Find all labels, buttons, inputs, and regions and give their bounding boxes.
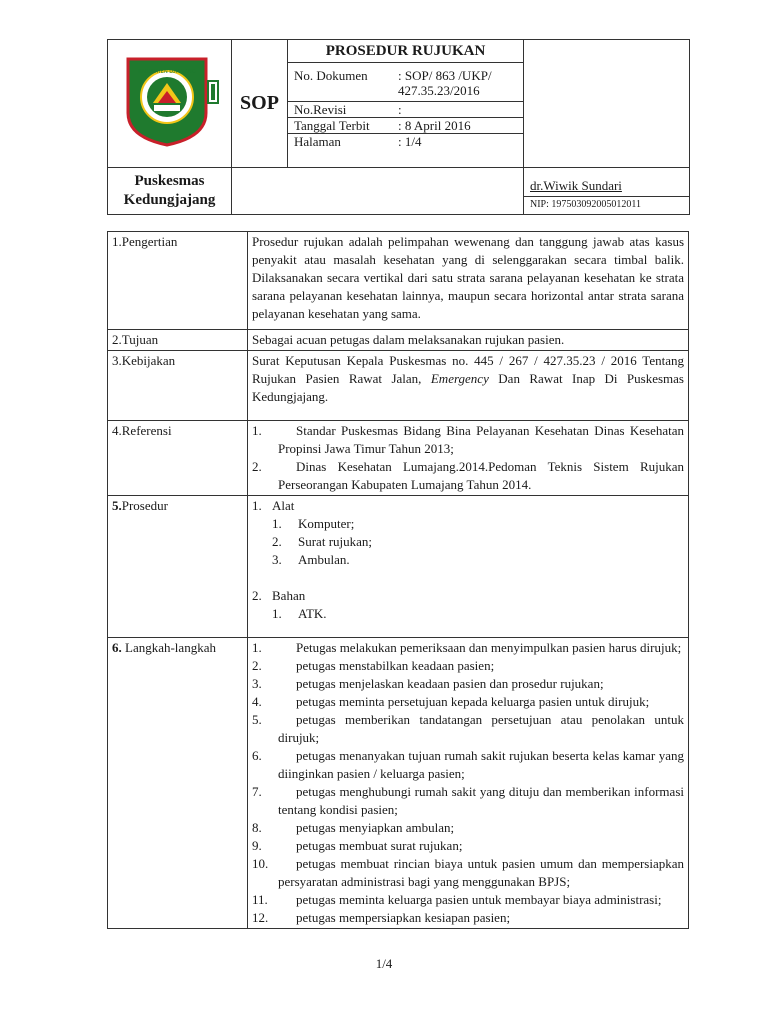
blank-cell [232, 168, 524, 215]
signer-name: dr.Wiwik Sundari [530, 178, 622, 193]
langkah-list [252, 639, 684, 927]
step-item [252, 855, 684, 891]
step-item [252, 783, 684, 819]
item-text: Ambulan. [298, 552, 350, 567]
item-number: 1. [272, 606, 282, 621]
item-text: Komputer; [298, 516, 355, 531]
step-number: 1. [252, 640, 262, 655]
field-key: No.Revisi [294, 102, 347, 117]
step-number: 3. [252, 676, 262, 691]
list-item [272, 515, 684, 533]
step-item [252, 711, 684, 747]
step-number: 8. [252, 820, 262, 835]
step-text: petugas menghubungi rumah sakit yang dituju dan memberikan informasi tentang kondisi pasien; [278, 784, 684, 817]
group-label: Alat [272, 498, 295, 513]
step-item [252, 891, 684, 909]
step-item [252, 909, 684, 927]
item-text: Dinas Kesehatan Lumajang.2014.Pedoman Teknis Sistem Rujukan Perseorangan Kabupaten Lumajang Tahun 2014. [278, 459, 684, 492]
label-number: 5. [112, 498, 122, 513]
section-text: Prosedur rujukan adalah pelimpahan wewenang dan tanggung jawab atas kasus penyakit atau masalah kesehatan yang di selenggarakan secara timbal balik. Dilaksanakan secara vertikal dari satu strata sarana pelayanan kesehatan ke strata sarana pelayanan kesehatan lainnya, maupun secara horizontal antar strata sarana pelayanan kesehatan yang sama. [248, 232, 689, 330]
label-number: 6. [112, 640, 122, 655]
item-number: 1. [252, 423, 262, 438]
bahan-title [252, 587, 684, 605]
field-key: Halaman [294, 134, 341, 149]
field-value: : 8 April 2016 [398, 118, 471, 133]
step-text: petugas mempersiapkan kesiapan pasien; [296, 910, 511, 925]
section-text [248, 496, 689, 638]
row-tujuan [108, 330, 689, 351]
group-number: 1. [252, 498, 262, 513]
document-info [288, 63, 524, 168]
step-text: petugas memberikan tandatangan persetujuan atau penolakan untuk dirujuk; [278, 712, 684, 745]
field-value: : 1/4 [398, 134, 422, 149]
field-halaman [294, 134, 517, 149]
step-number: 2. [252, 658, 262, 673]
step-item [252, 747, 684, 783]
step-text: petugas menanyakan tujuan rumah sakit rujukan beserta kelas kamar yang diinginkan pasien / keluarga pasien; [278, 748, 684, 781]
label-text: Langkah-langkah [121, 640, 216, 655]
section-label: 2.Tujuan [108, 330, 248, 351]
section-label [108, 496, 248, 638]
step-number: 10. [252, 856, 269, 871]
field-no-dokumen [288, 65, 523, 102]
field-key: Tanggal Terbit [294, 118, 370, 133]
stamp-cell [524, 40, 690, 168]
page-number: 1/4 [375, 956, 393, 971]
section-label [108, 638, 248, 929]
section-text [248, 351, 689, 421]
sop-label: SOP [232, 40, 288, 168]
row-langkah [108, 638, 689, 929]
row-referensi [108, 421, 689, 496]
step-number: 9. [252, 838, 262, 853]
row-prosedur [108, 496, 689, 638]
section-label: 4.Referensi [108, 421, 248, 496]
logo-ring-text: KABUPATEN LUMAJANG [137, 69, 196, 75]
list-item [272, 533, 684, 551]
kebijakan-text-a: Surat Keputusan Kepala Puskesmas no. 445 / 267 / 427.35.23 / 2016 Tentang Rujukan Pasien Rawat Jalan, [252, 353, 684, 386]
group-number: 2. [252, 588, 262, 603]
referensi-list [252, 422, 684, 494]
kebijakan-emphasis: Emergency [430, 371, 489, 386]
list-item [272, 551, 684, 569]
section-label: 3.Kebijakan [108, 351, 248, 421]
step-text: petugas meminta persetujuan kepada keluarga pasien untuk dirujuk; [296, 694, 650, 709]
step-number: 7. [252, 784, 262, 799]
step-text: Petugas melakukan pemeriksaan dan menyimpulkan pasien harus dirujuk; [296, 640, 682, 655]
step-item [252, 819, 684, 837]
item-number: 1. [272, 516, 282, 531]
row-pengertian [108, 232, 689, 330]
field-no-revisi [288, 102, 523, 118]
item-text: Surat rujukan; [298, 534, 373, 549]
sop-header-table [107, 39, 690, 215]
group-label: Bahan [272, 588, 306, 603]
signature-block [524, 168, 690, 215]
item-text: ATK. [298, 606, 327, 621]
puskesmas-name: Puskesmas Kedungjajang [108, 168, 232, 215]
step-number: 5. [252, 712, 262, 727]
item-number: 3. [272, 552, 282, 567]
step-item [252, 675, 684, 693]
kabupaten-lumajang-logo [120, 53, 220, 149]
alat-list [272, 515, 684, 569]
item-text: Standar Puskesmas Bidang Bina Pelayanan Kesehatan Dinas Kesehatan Propinsi Jawa Timur Tahun 2013; [278, 423, 684, 456]
step-number: 11. [252, 892, 268, 907]
item-number: 2. [252, 459, 262, 474]
step-text: petugas menyiapkan ambulan; [296, 820, 455, 835]
list-item [272, 605, 684, 623]
document-title: PROSEDUR RUJUKAN [288, 40, 524, 63]
step-text: petugas meminta keluarga pasien untuk membayar biaya administrasi; [296, 892, 662, 907]
logo-cell [108, 40, 232, 168]
field-key: No. Dokumen [294, 68, 368, 83]
sop-content-table [107, 231, 689, 929]
step-text: petugas membuat surat rujukan; [296, 838, 463, 853]
step-text: petugas menjelaskan keadaan pasien dan prosedur rujukan; [296, 676, 604, 691]
step-text: petugas menstabilkan keadaan pasien; [296, 658, 495, 673]
label-text: Prosedur [121, 498, 168, 513]
step-item [252, 639, 684, 657]
field-value: : SOP/ 863 /UKP/ 427.35.23/2016 [398, 68, 492, 98]
step-number: 6. [252, 748, 262, 763]
step-number: 4. [252, 694, 262, 709]
kebijakan-text-b: Dan Rawat Inap Di Puskesmas Kedungjajang. [252, 371, 684, 404]
field-value: : [398, 102, 402, 117]
section-text [248, 638, 689, 929]
field-tanggal-terbit [288, 118, 523, 134]
step-number: 12. [252, 910, 269, 925]
step-item [252, 837, 684, 855]
row-kebijakan [108, 351, 689, 421]
alat-title [252, 497, 684, 515]
bahan-list [272, 605, 684, 623]
section-label: 1.Pengertian [108, 232, 248, 330]
list-item [252, 458, 684, 494]
signer-nip: NIP: 197503092005012011 [524, 196, 689, 210]
section-text [248, 421, 689, 496]
item-number: 2. [272, 534, 282, 549]
list-item [252, 422, 684, 458]
section-text: Sebagai acuan petugas dalam melaksanakan rujukan pasien. [248, 330, 689, 351]
step-item [252, 657, 684, 675]
step-text: petugas membuat rincian biaya untuk pasien umum dan mempersiapkan persyaratan administrasi bagi yang menggunakan BPJS; [278, 856, 684, 889]
step-item [252, 693, 684, 711]
